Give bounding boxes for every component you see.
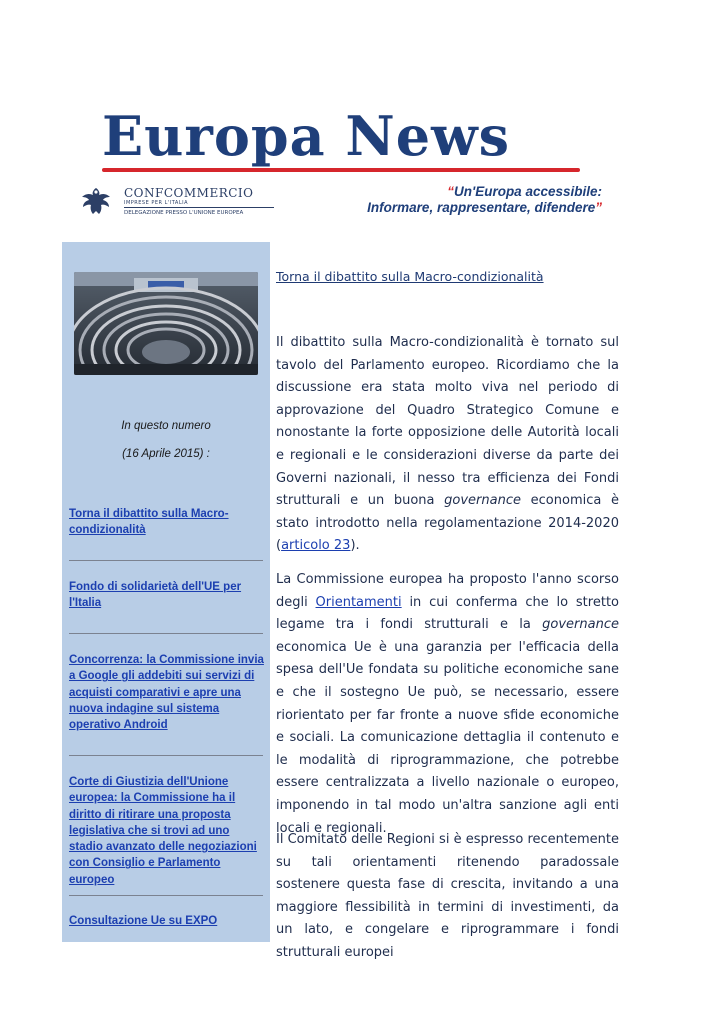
issue-date: (16 Aprile 2015) : (122, 448, 210, 460)
article-paragraph-2: La Commissione europea ha proposto l'anno scorso degli Orientamenti in cui conferma che lo stretto legame tra i fondi strutturali e la governance economica Ue è una garanzia per l'efficacia della spesa dell'Ue fondata su politiche economiche sane e che il sostegno Ue può, se necessario, essere riorientato per far fronte a nuove sfide economiche e sociali. La comunicazione dettaglia il contenuto e le modalità di riprogrammazione, che potrebbe essere centralizzata a livello nazionale o europeo, imponendo in tal modo un'altra sanzione agli enti locali e regionali. (276, 572, 619, 836)
sidebar-link-consultazione-expo[interactable]: Consultazione Ue su EXPO (69, 915, 218, 927)
masthead-red-rule (102, 168, 580, 172)
confcommercio-logo (80, 185, 280, 219)
articolo-23-link[interactable]: articolo 23 (281, 538, 351, 554)
hemicycle-image (74, 272, 258, 375)
article-paragraph-1: Il dibattito sulla Macro-condizionalità è tornato sul tavolo del Parlamento europeo. Ricordiamo che la discussione era stata molto viva nel periodo di approvazione del Quadro Strategico Comune e nonostante la forte opposizione delle Autorità locali e regionali e le considerazioni diverse da parte dei Governi nazionali, il nesso tra efficienza dei Fondi strutturali e un buona governance economica è stato introdotto nella regolamentazione 2014-2020 (articolo 23). (276, 335, 619, 554)
issue-label: In questo numero (121, 420, 211, 432)
sidebar-link-fondo-solidarieta[interactable]: Fondo di solidarietà dell'UE per l'Italia (69, 581, 242, 610)
orientamenti-link[interactable]: Orientamenti (315, 594, 402, 610)
sidebar-link-macro-condizionalita[interactable]: Torna il dibattito sulla Macro-condizionalità (69, 508, 229, 537)
logo-name: CONFCOMMERCIO (124, 186, 254, 200)
sidebar-link-concorrenza-google[interactable]: Concorrenza: la Commissione invia a Google gli addebiti sui servizi di acquisti comparativi e apre una nuova indagine sul sistema operativo Android (69, 654, 264, 732)
masthead-title: Europa News (102, 104, 511, 168)
eagle-emblem-icon (80, 185, 112, 217)
sidebar-divider (69, 633, 263, 634)
sidebar-divider (69, 755, 263, 756)
logo-divider (124, 207, 274, 208)
tagline-line-2: Informare, rappresentare, difendere” (367, 200, 602, 215)
tagline-line-1: “Un'Europa accessibile: (447, 184, 602, 199)
sidebar-divider (69, 895, 263, 896)
parliament-hemicycle-photo (74, 272, 258, 375)
article-paragraph-3: Il Comitato delle Regioni si è espresso recentemente su tali orientamenti ritenendo paradossale sostenere questa fase di crescita, invitando a una maggiore flessibilità in termini di investimenti, da un lato, e congelare e riprogrammare i fondi strutturali europei (276, 832, 619, 960)
sidebar (62, 242, 270, 942)
sidebar-link-corte-giustizia[interactable]: Corte di Giustizia dell'Unione europea: la Commissione ha il diritto di ritirare una proposta legislativa che si trovi ad uno stadio avanzato delle negoziazioni con Consiglio e Parlamento europeo (69, 776, 257, 886)
sidebar-divider (69, 560, 263, 561)
article-title: Torna il dibattito sulla Macro-condizionalità (276, 269, 544, 284)
masthead-tagline (367, 184, 602, 216)
logo-subtitle: IMPRESE PER L'ITALIA (124, 200, 188, 206)
logo-delegation: DELEGAZIONE PRESSO L'UNIONE EUROPEA (124, 210, 244, 216)
